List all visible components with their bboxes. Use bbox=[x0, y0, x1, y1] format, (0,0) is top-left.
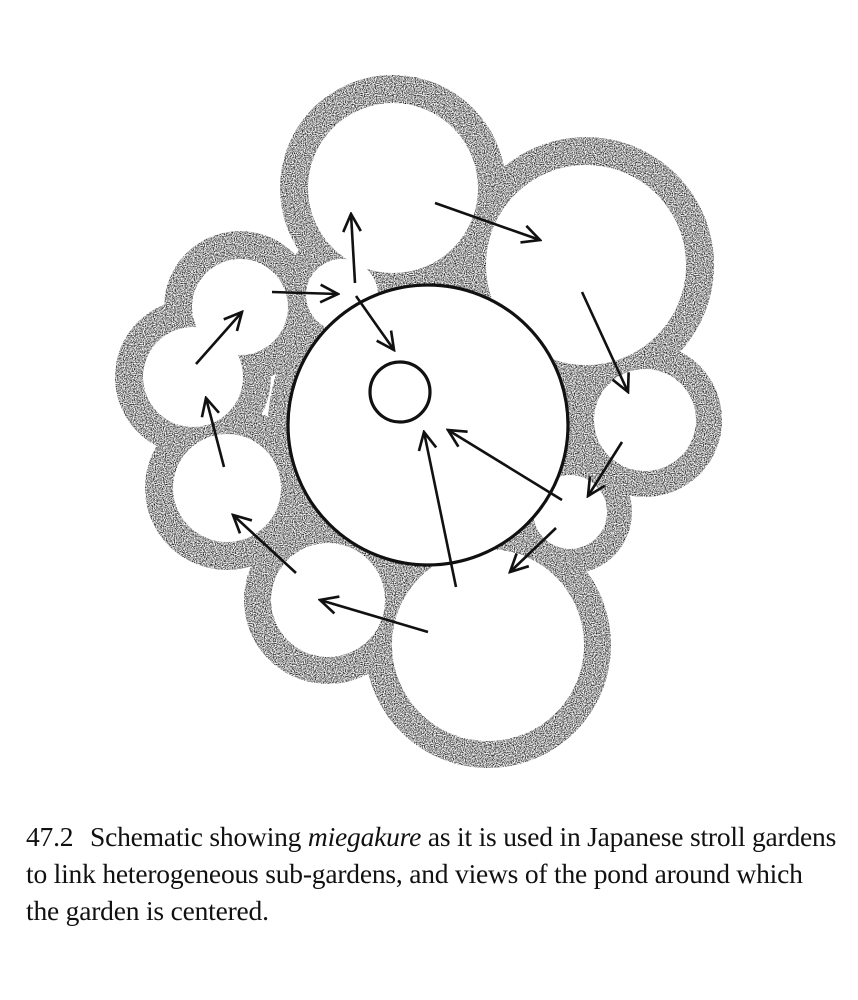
island bbox=[370, 362, 430, 422]
figure-caption bbox=[26, 818, 838, 929]
sub-garden-left-upper bbox=[192, 259, 288, 355]
sub-garden-bottom bbox=[392, 549, 584, 741]
sub-garden-left-lower bbox=[173, 434, 281, 542]
sub-garden-bottom-left bbox=[271, 543, 385, 657]
caption-number: 47.2 bbox=[26, 821, 74, 852]
caption-text-after: as it is used in Japanese stroll gardens to link heterogeneous sub-gardens, and views of the pond around which the garden is centered. bbox=[26, 821, 837, 926]
central-pond bbox=[288, 285, 568, 565]
caption-italic-term: miegakure bbox=[307, 821, 422, 852]
sub-garden-right bbox=[594, 369, 696, 471]
sub-garden-top bbox=[308, 103, 478, 273]
caption-text-before: Schematic showing bbox=[90, 821, 302, 852]
